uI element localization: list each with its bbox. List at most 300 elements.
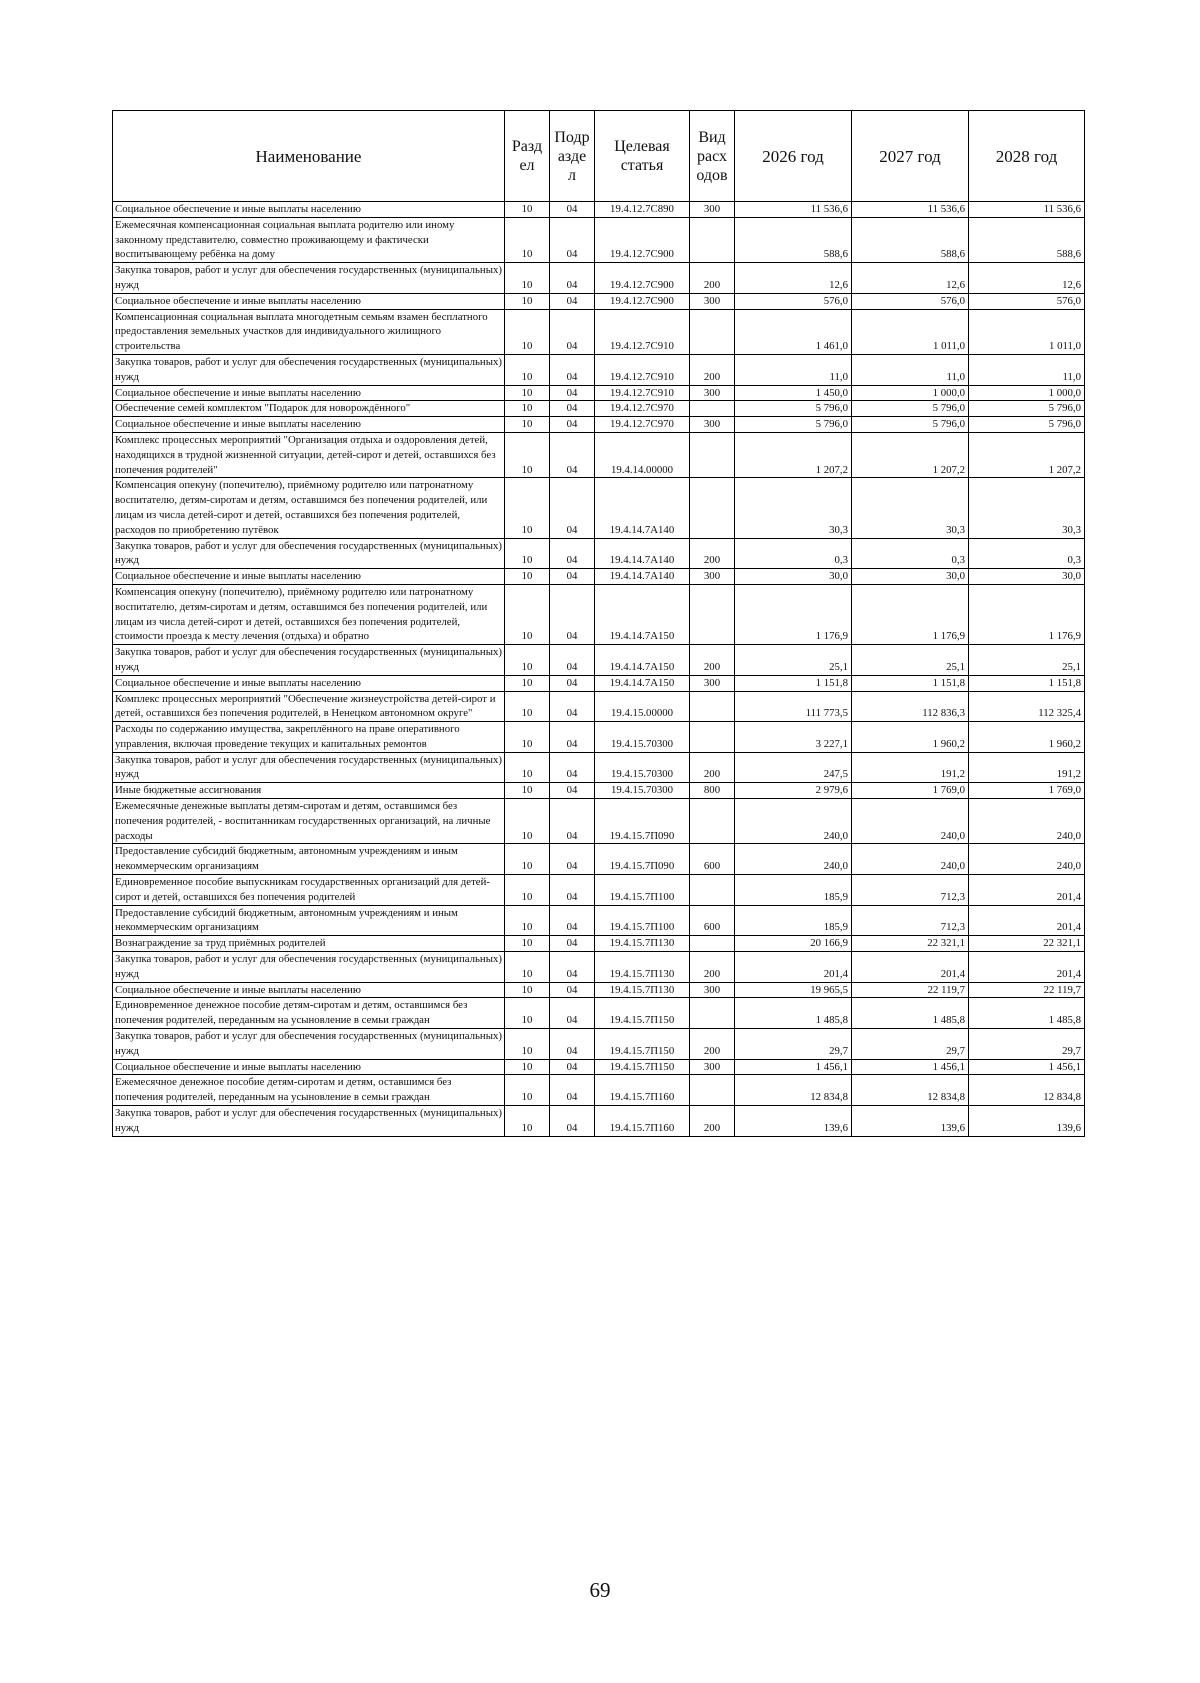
- row-value-2028: 1 000,0: [969, 385, 1085, 401]
- row-razdel: 10: [505, 645, 550, 676]
- row-value-2026: 25,1: [735, 645, 852, 676]
- row-vid: 600: [690, 844, 735, 875]
- row-podrazdel: 04: [550, 783, 595, 799]
- table-row: [113, 385, 1085, 401]
- row-podrazdel: 04: [550, 675, 595, 691]
- row-name: Предоставление субсидий бюджетным, автономным учреждениям и иным некоммерческим организациям: [113, 844, 505, 875]
- row-razdel: 10: [505, 293, 550, 309]
- table-row: [113, 1059, 1085, 1075]
- row-value-2027: 240,0: [852, 799, 969, 844]
- row-razdel: 10: [505, 309, 550, 354]
- row-value-2027: 576,0: [852, 293, 969, 309]
- row-vid: 300: [690, 675, 735, 691]
- row-article: 19.4.15.7П130: [595, 952, 690, 983]
- row-podrazdel: 04: [550, 844, 595, 875]
- row-article: 19.4.14.7А150: [595, 584, 690, 644]
- row-value-2027: 139,6: [852, 1106, 969, 1137]
- row-name: Социальное обеспечение и иные выплаты населению: [113, 1059, 505, 1075]
- row-value-2028: 25,1: [969, 645, 1085, 676]
- row-name: Социальное обеспечение и иные выплаты населению: [113, 417, 505, 433]
- row-value-2027: 588,6: [852, 217, 969, 262]
- row-value-2027: 12,6: [852, 263, 969, 294]
- row-razdel: 10: [505, 401, 550, 417]
- row-article: 19.4.14.7А150: [595, 645, 690, 676]
- row-article: 19.4.14.7А140: [595, 569, 690, 585]
- row-article: 19.4.15.7П090: [595, 844, 690, 875]
- row-value-2026: 19 965,5: [735, 982, 852, 998]
- row-name: Закупка товаров, работ и услуг для обеспечения государственных (муниципальных) нужд: [113, 263, 505, 294]
- table-header: [113, 111, 1085, 202]
- row-podrazdel: 04: [550, 1059, 595, 1075]
- row-value-2028: 1 207,2: [969, 432, 1085, 477]
- header-article: Целевая статья: [595, 111, 690, 202]
- row-value-2027: 1 000,0: [852, 385, 969, 401]
- row-value-2026: 1 176,9: [735, 584, 852, 644]
- row-value-2026: 1 461,0: [735, 309, 852, 354]
- table-row: [113, 478, 1085, 538]
- row-value-2028: 1 176,9: [969, 584, 1085, 644]
- table-row: [113, 998, 1085, 1029]
- row-razdel: 10: [505, 783, 550, 799]
- row-name: Иные бюджетные ассигнования: [113, 783, 505, 799]
- row-value-2027: 22 119,7: [852, 982, 969, 998]
- row-value-2026: 12,6: [735, 263, 852, 294]
- row-value-2027: 29,7: [852, 1029, 969, 1060]
- row-value-2027: 30,3: [852, 478, 969, 538]
- row-vid: 300: [690, 417, 735, 433]
- row-article: 19.4.14.7А150: [595, 675, 690, 691]
- row-article: 19.4.12.7С910: [595, 385, 690, 401]
- row-vid: [690, 309, 735, 354]
- header-2028: 2028 год: [969, 111, 1085, 202]
- row-vid: 300: [690, 385, 735, 401]
- table-row: [113, 722, 1085, 753]
- row-vid: 200: [690, 354, 735, 385]
- row-value-2026: 0,3: [735, 538, 852, 569]
- budget-table: [112, 110, 1085, 1137]
- row-name: Закупка товаров, работ и услуг для обеспечения государственных (муниципальных) нужд: [113, 952, 505, 983]
- row-name: Закупка товаров, работ и услуг для обеспечения государственных (муниципальных) нужд: [113, 538, 505, 569]
- row-podrazdel: 04: [550, 401, 595, 417]
- row-value-2027: 712,3: [852, 905, 969, 936]
- row-value-2027: 1 176,9: [852, 584, 969, 644]
- row-razdel: 10: [505, 1106, 550, 1137]
- row-value-2026: 2 979,6: [735, 783, 852, 799]
- row-value-2026: 139,6: [735, 1106, 852, 1137]
- row-article: 19.4.12.7С910: [595, 354, 690, 385]
- row-value-2026: 30,3: [735, 478, 852, 538]
- row-value-2026: 1 151,8: [735, 675, 852, 691]
- row-razdel: 10: [505, 722, 550, 753]
- row-name: Закупка товаров, работ и услуг для обеспечения государственных (муниципальных) нужд: [113, 752, 505, 783]
- table-row: [113, 752, 1085, 783]
- row-vid: [690, 936, 735, 952]
- row-razdel: 10: [505, 478, 550, 538]
- row-razdel: 10: [505, 675, 550, 691]
- row-value-2028: 5 796,0: [969, 401, 1085, 417]
- row-name: Закупка товаров, работ и услуг для обеспечения государственных (муниципальных) нужд: [113, 1106, 505, 1137]
- row-value-2026: 1 485,8: [735, 998, 852, 1029]
- row-razdel: 10: [505, 217, 550, 262]
- row-value-2027: 1 456,1: [852, 1059, 969, 1075]
- row-vid: 300: [690, 293, 735, 309]
- row-vid: 600: [690, 905, 735, 936]
- header-podrazdel: Подр азде л: [550, 111, 595, 202]
- row-value-2027: 22 321,1: [852, 936, 969, 952]
- table-row: [113, 417, 1085, 433]
- row-article: 19.4.15.00000: [595, 691, 690, 722]
- row-podrazdel: 04: [550, 722, 595, 753]
- row-value-2028: 11,0: [969, 354, 1085, 385]
- row-article: 19.4.12.7С970: [595, 401, 690, 417]
- row-value-2026: 29,7: [735, 1029, 852, 1060]
- row-podrazdel: 04: [550, 584, 595, 644]
- row-name: Ежемесячная компенсационная социальная выплата родителю или иному законному представителю, совместно проживающему и фактически воспитывающему ребёнка на дому: [113, 217, 505, 262]
- row-razdel: 10: [505, 844, 550, 875]
- row-vid: 300: [690, 202, 735, 218]
- row-article: 19.4.15.70300: [595, 783, 690, 799]
- row-article: 19.4.12.7С900: [595, 217, 690, 262]
- row-name: Социальное обеспечение и иные выплаты населению: [113, 982, 505, 998]
- row-value-2026: 20 166,9: [735, 936, 852, 952]
- row-article: 19.4.15.7П100: [595, 875, 690, 906]
- row-value-2027: 1 151,8: [852, 675, 969, 691]
- row-vid: [690, 584, 735, 644]
- row-article: 19.4.12.7С900: [595, 293, 690, 309]
- row-value-2027: 240,0: [852, 844, 969, 875]
- table-body: [113, 202, 1085, 1137]
- row-razdel: 10: [505, 952, 550, 983]
- row-value-2027: 1 207,2: [852, 432, 969, 477]
- row-vid: [690, 217, 735, 262]
- row-value-2026: 185,9: [735, 905, 852, 936]
- row-name: Обеспечение семей комплектом "Подарок для новорождённого": [113, 401, 505, 417]
- row-value-2026: 185,9: [735, 875, 852, 906]
- row-podrazdel: 04: [550, 1106, 595, 1137]
- row-vid: 200: [690, 952, 735, 983]
- row-value-2028: 29,7: [969, 1029, 1085, 1060]
- row-podrazdel: 04: [550, 432, 595, 477]
- row-name: Комплекс процессных мероприятий "Организация отдыха и оздоровления детей, находящихся в трудной жизненной ситуации, детей-сирот и детей, оставшихся без попечения родителей": [113, 432, 505, 477]
- row-value-2026: 5 796,0: [735, 417, 852, 433]
- row-razdel: 10: [505, 936, 550, 952]
- row-value-2028: 12 834,8: [969, 1075, 1085, 1106]
- row-podrazdel: 04: [550, 217, 595, 262]
- row-value-2026: 11 536,6: [735, 202, 852, 218]
- row-value-2028: 201,4: [969, 952, 1085, 983]
- row-article: 19.4.14.7А140: [595, 538, 690, 569]
- row-podrazdel: 04: [550, 645, 595, 676]
- row-value-2028: 22 321,1: [969, 936, 1085, 952]
- row-value-2026: 247,5: [735, 752, 852, 783]
- table-row: [113, 691, 1085, 722]
- table-row: [113, 875, 1085, 906]
- row-value-2026: 240,0: [735, 799, 852, 844]
- row-value-2027: 5 796,0: [852, 417, 969, 433]
- row-razdel: 10: [505, 1029, 550, 1060]
- row-vid: [690, 722, 735, 753]
- row-razdel: 10: [505, 982, 550, 998]
- row-vid: [690, 799, 735, 844]
- table-row: [113, 538, 1085, 569]
- row-name: Закупка товаров, работ и услуг для обеспечения государственных (муниципальных) нужд: [113, 354, 505, 385]
- table-row: [113, 982, 1085, 998]
- row-vid: [690, 478, 735, 538]
- row-value-2028: 12,6: [969, 263, 1085, 294]
- row-value-2026: 201,4: [735, 952, 852, 983]
- row-podrazdel: 04: [550, 309, 595, 354]
- budget-sheet: [112, 110, 1084, 1137]
- row-article: 19.4.15.70300: [595, 752, 690, 783]
- table-row: [113, 569, 1085, 585]
- row-vid: [690, 401, 735, 417]
- row-vid: 200: [690, 1106, 735, 1137]
- row-vid: [690, 432, 735, 477]
- row-name: Социальное обеспечение и иные выплаты населению: [113, 202, 505, 218]
- row-value-2026: 11,0: [735, 354, 852, 385]
- row-name: Единовременное пособие выпускникам государственных организаций для детей-сирот и детей, оставшихся без попечения родителей: [113, 875, 505, 906]
- table-row: [113, 799, 1085, 844]
- row-name: Закупка товаров, работ и услуг для обеспечения государственных (муниципальных) нужд: [113, 645, 505, 676]
- table-row: [113, 1106, 1085, 1137]
- row-podrazdel: 04: [550, 952, 595, 983]
- row-name: Социальное обеспечение и иные выплаты населению: [113, 385, 505, 401]
- row-article: 19.4.15.7П130: [595, 936, 690, 952]
- row-article: 19.4.12.7С900: [595, 263, 690, 294]
- row-value-2027: 191,2: [852, 752, 969, 783]
- page-number: 69: [589, 1578, 611, 1602]
- row-razdel: 10: [505, 385, 550, 401]
- table-row: [113, 952, 1085, 983]
- row-name: Компенсация опекуну (попечителю), приёмному родителю или патронатному воспитателю, детям-сиротам и детям, оставшимся без попечения родителей, или лицам из числа детей-сирот и детей, оставшихся без попечения родителей, расходов по приобретению путёвок: [113, 478, 505, 538]
- row-value-2028: 1 456,1: [969, 1059, 1085, 1075]
- row-value-2028: 1 769,0: [969, 783, 1085, 799]
- row-vid: 300: [690, 569, 735, 585]
- row-article: 19.4.12.7С890: [595, 202, 690, 218]
- row-article: 19.4.12.7С910: [595, 309, 690, 354]
- row-value-2027: 5 796,0: [852, 401, 969, 417]
- row-value-2027: 201,4: [852, 952, 969, 983]
- row-razdel: 10: [505, 691, 550, 722]
- row-razdel: 10: [505, 432, 550, 477]
- header-name: Наименование: [113, 111, 505, 202]
- row-article: 19.4.15.7П100: [595, 905, 690, 936]
- header-2026: 2026 год: [735, 111, 852, 202]
- row-article: 19.4.15.7П150: [595, 1029, 690, 1060]
- row-value-2028: 240,0: [969, 844, 1085, 875]
- row-value-2026: 240,0: [735, 844, 852, 875]
- row-value-2026: 111 773,5: [735, 691, 852, 722]
- table-row: [113, 293, 1085, 309]
- row-podrazdel: 04: [550, 202, 595, 218]
- row-vid: 200: [690, 752, 735, 783]
- row-value-2027: 1 485,8: [852, 998, 969, 1029]
- row-podrazdel: 04: [550, 293, 595, 309]
- row-podrazdel: 04: [550, 354, 595, 385]
- row-value-2026: 30,0: [735, 569, 852, 585]
- row-value-2028: 1 485,8: [969, 998, 1085, 1029]
- row-value-2028: 112 325,4: [969, 691, 1085, 722]
- row-podrazdel: 04: [550, 1029, 595, 1060]
- row-name: Предоставление субсидий бюджетным, автономным учреждениям и иным некоммерческим организациям: [113, 905, 505, 936]
- row-razdel: 10: [505, 263, 550, 294]
- header-vid: Вид расх одов: [690, 111, 735, 202]
- row-article: 19.4.15.70300: [595, 722, 690, 753]
- row-name: Социальное обеспечение и иные выплаты населению: [113, 675, 505, 691]
- row-podrazdel: 04: [550, 875, 595, 906]
- row-vid: [690, 691, 735, 722]
- row-value-2028: 0,3: [969, 538, 1085, 569]
- row-value-2028: 30,0: [969, 569, 1085, 585]
- table-row: [113, 1075, 1085, 1106]
- row-article: 19.4.12.7С970: [595, 417, 690, 433]
- row-value-2026: 1 450,0: [735, 385, 852, 401]
- row-value-2027: 112 836,3: [852, 691, 969, 722]
- row-value-2027: 1 960,2: [852, 722, 969, 753]
- row-vid: 200: [690, 538, 735, 569]
- row-value-2027: 30,0: [852, 569, 969, 585]
- row-podrazdel: 04: [550, 691, 595, 722]
- table-row: [113, 584, 1085, 644]
- row-razdel: 10: [505, 998, 550, 1029]
- row-name: Вознаграждение за труд приёмных родителей: [113, 936, 505, 952]
- row-value-2028: 1 151,8: [969, 675, 1085, 691]
- header-razdel: Разд ел: [505, 111, 550, 202]
- row-value-2027: 1 769,0: [852, 783, 969, 799]
- row-value-2026: 5 796,0: [735, 401, 852, 417]
- row-vid: 300: [690, 982, 735, 998]
- row-article: 19.4.15.7П130: [595, 982, 690, 998]
- row-value-2028: 191,2: [969, 752, 1085, 783]
- row-razdel: 10: [505, 752, 550, 783]
- row-podrazdel: 04: [550, 799, 595, 844]
- row-value-2027: 12 834,8: [852, 1075, 969, 1106]
- row-value-2026: 12 834,8: [735, 1075, 852, 1106]
- row-name: Социальное обеспечение и иные выплаты населению: [113, 293, 505, 309]
- row-vid: 200: [690, 1029, 735, 1060]
- row-value-2028: 576,0: [969, 293, 1085, 309]
- table-row: [113, 309, 1085, 354]
- row-value-2028: 139,6: [969, 1106, 1085, 1137]
- table-row: [113, 354, 1085, 385]
- row-value-2028: 1 011,0: [969, 309, 1085, 354]
- row-value-2028: 201,4: [969, 905, 1085, 936]
- row-article: 19.4.14.00000: [595, 432, 690, 477]
- row-value-2027: 0,3: [852, 538, 969, 569]
- row-name: Единовременное денежное пособие детям-сиротам и детям, оставшимся без попечения родителей, переданным на усыновление в семьи граждан: [113, 998, 505, 1029]
- row-podrazdel: 04: [550, 936, 595, 952]
- row-razdel: 10: [505, 354, 550, 385]
- row-razdel: 10: [505, 1075, 550, 1106]
- row-vid: [690, 1075, 735, 1106]
- row-razdel: 10: [505, 417, 550, 433]
- row-vid: 300: [690, 1059, 735, 1075]
- row-value-2028: 22 119,7: [969, 982, 1085, 998]
- row-value-2027: 712,3: [852, 875, 969, 906]
- row-article: 19.4.15.7П090: [595, 799, 690, 844]
- table-row: [113, 844, 1085, 875]
- table-row: [113, 905, 1085, 936]
- row-name: Компенсация опекуну (попечителю), приёмному родителю или патронатному воспитателю, детям-сиротам и детям, оставшимся без попечения родителей, или лицам из числа детей-сирот и детей, оставшихся без попечения родителей, стоимости проезда к месту лечения (отдыха) и обратно: [113, 584, 505, 644]
- row-value-2028: 5 796,0: [969, 417, 1085, 433]
- row-podrazdel: 04: [550, 538, 595, 569]
- row-vid: 800: [690, 783, 735, 799]
- row-value-2027: 11 536,6: [852, 202, 969, 218]
- row-name: Ежемесячные денежные выплаты детям-сиротам и детям, оставшимся без попечения родителей, - воспитанникам государственных организаций, на личные расходы: [113, 799, 505, 844]
- row-value-2028: 240,0: [969, 799, 1085, 844]
- row-value-2027: 11,0: [852, 354, 969, 385]
- row-podrazdel: 04: [550, 263, 595, 294]
- row-value-2028: 30,3: [969, 478, 1085, 538]
- table-row: [113, 675, 1085, 691]
- row-podrazdel: 04: [550, 1075, 595, 1106]
- row-vid: 200: [690, 263, 735, 294]
- row-value-2026: 3 227,1: [735, 722, 852, 753]
- table-row: [113, 263, 1085, 294]
- row-name: Расходы по содержанию имущества, закреплённого на праве оперативного управления, включая проведение текущих и капитальных ремонтов: [113, 722, 505, 753]
- row-value-2028: 1 960,2: [969, 722, 1085, 753]
- row-article: 19.4.15.7П160: [595, 1106, 690, 1137]
- table-row: [113, 783, 1085, 799]
- row-value-2028: 588,6: [969, 217, 1085, 262]
- row-podrazdel: 04: [550, 478, 595, 538]
- row-razdel: 10: [505, 569, 550, 585]
- row-podrazdel: 04: [550, 998, 595, 1029]
- row-article: 19.4.15.7П150: [595, 998, 690, 1029]
- row-value-2027: 1 011,0: [852, 309, 969, 354]
- row-podrazdel: 04: [550, 569, 595, 585]
- row-podrazdel: 04: [550, 905, 595, 936]
- table-row: [113, 202, 1085, 218]
- row-value-2028: 201,4: [969, 875, 1085, 906]
- row-article: 19.4.15.7П160: [595, 1075, 690, 1106]
- row-vid: [690, 875, 735, 906]
- table-row: [113, 936, 1085, 952]
- row-razdel: 10: [505, 202, 550, 218]
- row-name: Ежемесячное денежное пособие детям-сиротам и детям, оставшимся без попечения родителей, переданным на усыновление в семьи граждан: [113, 1075, 505, 1106]
- row-name: Закупка товаров, работ и услуг для обеспечения государственных (муниципальных) нужд: [113, 1029, 505, 1060]
- row-podrazdel: 04: [550, 417, 595, 433]
- row-razdel: 10: [505, 905, 550, 936]
- row-vid: 200: [690, 645, 735, 676]
- row-vid: [690, 998, 735, 1029]
- table-row: [113, 1029, 1085, 1060]
- table-row: [113, 432, 1085, 477]
- row-article: 19.4.14.7А140: [595, 478, 690, 538]
- row-value-2026: 1 207,2: [735, 432, 852, 477]
- row-value-2027: 25,1: [852, 645, 969, 676]
- row-podrazdel: 04: [550, 385, 595, 401]
- row-value-2026: 576,0: [735, 293, 852, 309]
- row-value-2026: 588,6: [735, 217, 852, 262]
- row-name: Компенсационная социальная выплата многодетным семьям взамен бесплатного предоставления земельных участков для индивидуального жилищного строительства: [113, 309, 505, 354]
- row-value-2028: 11 536,6: [969, 202, 1085, 218]
- row-razdel: 10: [505, 538, 550, 569]
- header-2027: 2027 год: [852, 111, 969, 202]
- row-podrazdel: 04: [550, 752, 595, 783]
- row-name: Социальное обеспечение и иные выплаты населению: [113, 569, 505, 585]
- row-razdel: 10: [505, 875, 550, 906]
- row-name: Комплекс процессных мероприятий "Обеспечение жизнеустройства детей-сирот и детей, оставшихся без попечения родителей, в Ненецком автономном округе": [113, 691, 505, 722]
- row-value-2026: 1 456,1: [735, 1059, 852, 1075]
- table-row: [113, 401, 1085, 417]
- row-razdel: 10: [505, 799, 550, 844]
- row-razdel: 10: [505, 1059, 550, 1075]
- row-article: 19.4.15.7П150: [595, 1059, 690, 1075]
- row-podrazdel: 04: [550, 982, 595, 998]
- row-razdel: 10: [505, 584, 550, 644]
- table-row: [113, 217, 1085, 262]
